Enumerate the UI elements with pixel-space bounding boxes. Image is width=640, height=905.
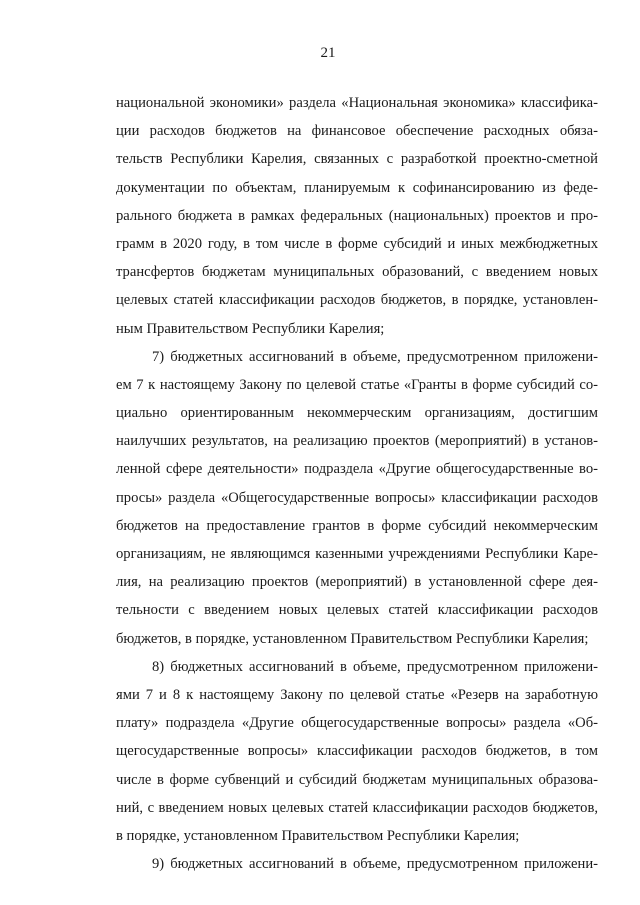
text-line: бюджетов, в порядке, установленном Правительством Республики Карелия; — [116, 630, 589, 647]
text-line: числе в форме субвенций и субсидий бюджетам муниципальных образова- — [116, 771, 598, 788]
text-line: трансфертов бюджетам муниципальных образований, с введением новых — [116, 264, 598, 281]
text-line: документации по объектам, планируемым к софинансированию из феде- — [116, 179, 598, 196]
text-line: ями 7 и 8 к настоящему Закону по целевой статье «Резерв на заработную — [116, 686, 598, 703]
text-line: циально ориентированным некоммерческим организациям, достигшим — [116, 405, 598, 422]
text-line: ленной сфере деятельности» подраздела «Другие общегосударственные во- — [116, 461, 598, 478]
text-line: 9) бюджетных ассигнований в объеме, предусмотренном приложени- — [152, 856, 598, 873]
text-line: ний, с введением новых целевых статей классификации расходов бюджетов, — [116, 799, 598, 816]
text-line: рального бюджета в рамках федеральных (национальных) проектов и про- — [116, 207, 598, 224]
text-line: целевых статей классификации расходов бюджетов, в порядке, установлен- — [116, 292, 598, 309]
text-line: тельности с введением новых целевых статей классификации расходов — [116, 602, 598, 619]
text-line: ным Правительством Республики Карелия; — [116, 320, 385, 337]
text-line: плату» подраздела «Другие общегосударственные вопросы» раздела «Об- — [116, 715, 598, 732]
text-line: наилучших результатов, на реализацию проектов (мероприятий) в установ- — [116, 433, 598, 450]
text-line: в порядке, установленном Правительством Республики Карелия; — [116, 827, 520, 844]
text-line: грамм в 2020 году, в том числе в форме субсидий и иных межбюджетных — [116, 235, 598, 252]
text-line: щегосударственные вопросы» классификации расходов бюджетов, в том — [116, 743, 598, 760]
text-line: национальной экономики» раздела «Национальная экономика» классифика- — [116, 95, 598, 111]
text-line: 8) бюджетных ассигнований в объеме, предусмотренном приложени- — [152, 658, 598, 675]
text-line: ем 7 к настоящему Закону по целевой статье «Гранты в форме субсидий со- — [116, 376, 598, 393]
text-line: тельств Республики Карелия, связанных с разработкой проектно-сметной — [116, 151, 598, 168]
text-line: ции расходов бюджетов на финансовое обеспечение расходных обяза- — [116, 123, 598, 140]
text-line: 7) бюджетных ассигнований в объеме, предусмотренном приложени- — [152, 348, 598, 365]
body-text — [116, 89, 598, 878]
page-number: 21 — [320, 45, 336, 61]
text-line: просы» раздела «Общегосударственные вопросы» классификации расходов — [116, 489, 598, 506]
text-line: организациям, не являющимся казенными учреждениями Республики Каре- — [116, 546, 598, 562]
text-line: бюджетов на предоставление грантов в форме субсидий некоммерческим — [116, 517, 598, 534]
text-line: лия, на реализацию проектов (мероприятий) в установленной сфере дея- — [116, 574, 598, 591]
